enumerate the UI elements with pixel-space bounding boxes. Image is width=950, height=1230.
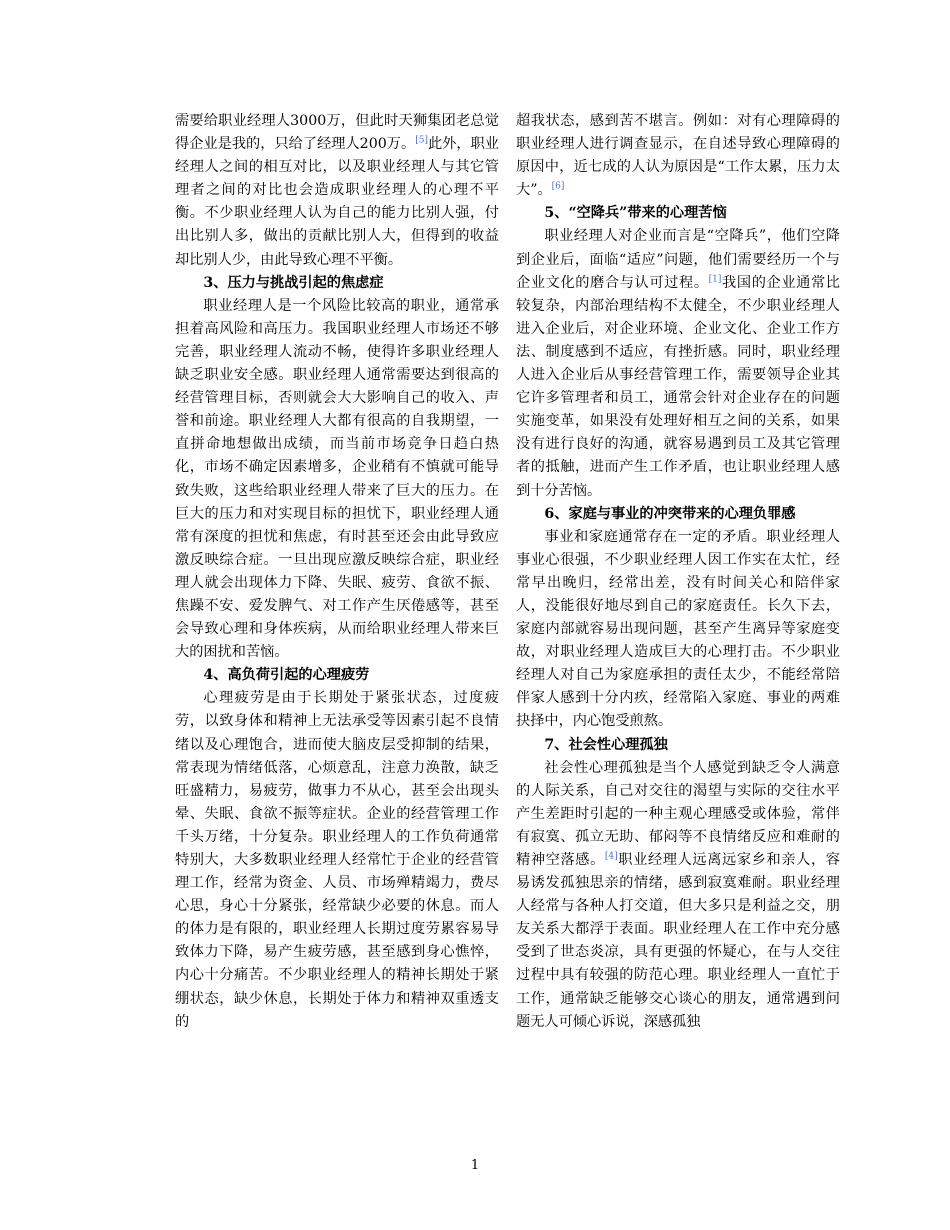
section-heading-6: 6、家庭与事业的冲突带来的心理负罪感 [544,505,796,522]
paragraph-section-7: 社会性心理孤独是当个人感觉到缺乏令人满意的人际关系，自己对交往的渴望与实际的交往水平产生差距时引起的一种主观心理感受或体验，常伴有寂寞、孤立无助、郁闷等不良情绪反应和难耐的精神空落感。[4]职业经理人远离远家乡和亲人，容易诱发孤独思亲的情绪，感到寂寞难耐。职业经理人经常与各种人打交道，但大多只是利益之交，朋友关系大都浮于表面。职业经理人在工作中充分感受到了世态炎凉，具有更强的怀疑心，在与人交往过程中具有较强的防范心理。职业经理人一直忙于工作，通常缺乏能够交心谈心的朋友，通常遇到问题无人可倾心诉说，深感孤独 [516,759,840,1030]
citation-ref[interactable]: [6] [551,181,565,192]
left-column [175,110,499,1034]
citation-ref[interactable]: [4] [604,851,618,862]
paragraph-section-3: 职业经理人是一个风险比较高的职业，通常承担着高风险和高压力。我国职业经理人市场还不够完善，职业经理人流动不畅，使得许多职业经理人缺乏职业安全感。职业经理人通常需要达到很高的经营管理目标，否则就会大大影响自己的收入、声誉和前途。职业经理人大都有很高的自我期望，一直拼命地想做出成绩，而当前市场竞争日趋白热化，市场不确定因素增多，企业稍有不慎就可能导致失败，这些给职业经理人带来了巨大的压力。在巨大的压力和对实现目标的担忧下，职业经理人通常有深度的担忧和焦虑，有时甚至还会由此导致应激反映综合症。一旦出现应激反映综合症，职业经理人就会出现体力下降、失眠、疲劳、食欲不振、焦躁不安、爱发脾气、对工作产生厌倦感等，甚至会导致心理和身体疾病，从而给职业经理人带来巨大的困扰和苦恼。 [175,297,499,661]
paragraph-section-4: 心理疲劳是由于长期处于紧张状态，过度疲劳，以致身体和精神上无法承受等因素引起不良情绪以及心理饱合，进而使大脑皮层受抑制的结果，常表现为情绪低落，心烦意乱，注意力涣散，缺乏旺盛精力，易疲劳，做事力不从心，甚至会出现头晕、失眠、食欲不振等症状。企业的经营管理工作千头万绪，十分复杂。职业经理人的工作负荷通常特别大，大多数职业经理人经常忙于企业的经营管理工作，经常为资金、人员、市场殚精竭力，费尽心思，身心十分紧张，经常缺少必要的休息。而人的体力是有限的，职业经理人长期过度劳累容易导致体力下降，易产生疲劳感，甚至感到身心憔悴，内心十分痛苦。不少职业经理人的精神长期处于紧绷状态，缺少休息，长期处于体力和精神双重透支的 [175,690,499,1030]
paragraph-section-6: 事业和家庭通常存在一定的矛盾。职业经理人事业心很强，不少职业经理人因工作实在太忙，经常早出晚归，经常出差，没有时间关心和陪伴家人，没能很好地尽到自己的家庭责任。长久下去，家庭内部就容易出现问题，甚至产生离异等家庭变故，对职业经理人造成巨大的心理打击。不少职业经理人对自己为家庭承担的责任太少，不能经常陪伴家人感到十分内疚，经常陷入家庭、事业的两难抉择中，内心饱受煎熬。 [516,528,840,730]
section-heading-4: 4、高负荷引起的心理疲劳 [203,667,370,684]
citation-ref[interactable]: [1] [708,273,722,284]
right-column [516,110,840,1034]
paragraph-continued: 超我状态，感到苦不堪言。例如：对有心理障碍的职业经理人进行调查显示，在自述导致心理障碍的原因中，近七成的人认为原因是“工作太累，压力太大”。[6] [516,113,840,199]
paragraph-section-5: 职业经理人对企业而言是“空降兵”，他们空降到企业后，面临“适应”问题，他们需要经历一个与企业文化的磨合与认可过程。[1]我国的企业通常比较复杂，内部治理结构不太健全，不少职业经理人进入企业后，对企业环境、企业文化、企业工作方法、制度感到不适应，有挫折感。同时，职业经理人进入企业后从事经营管理工作，需要领导企业其它许多管理者和员工，通常会针对企业存在的问题实施变革，如果没有处理好相互之间的关系，如果没有进行良好的沟通，就容易遇到员工及其它管理者的抵触，进而产生工作矛盾，也让职业经理人感到十分苦恼。 [516,228,840,499]
section-heading-7: 7、社会性心理孤独 [544,736,668,753]
section-heading-3: 3、压力与挑战引起的焦虑症 [203,274,384,291]
citation-ref[interactable]: [5] [415,135,428,146]
page-number: 1 [470,1158,480,1173]
paragraph-continued: 需要给职业经理人3000万，但此时天狮集团老总觉得企业是我的，只给了经理人200万。[5]此外，职业经理人之间的相互对比，以及职业经理人与其它管理者之间的对比也会造成职业经理人的心理不平衡。不少职业经理人认为自己的能力比别人强，付出比别人多，做出的贡献比别人大，但得到的收益却比别人少，由此导致心理不平衡。 [175,113,499,268]
section-heading-5: 5、“空降兵”带来的心理苦恼 [544,205,727,222]
